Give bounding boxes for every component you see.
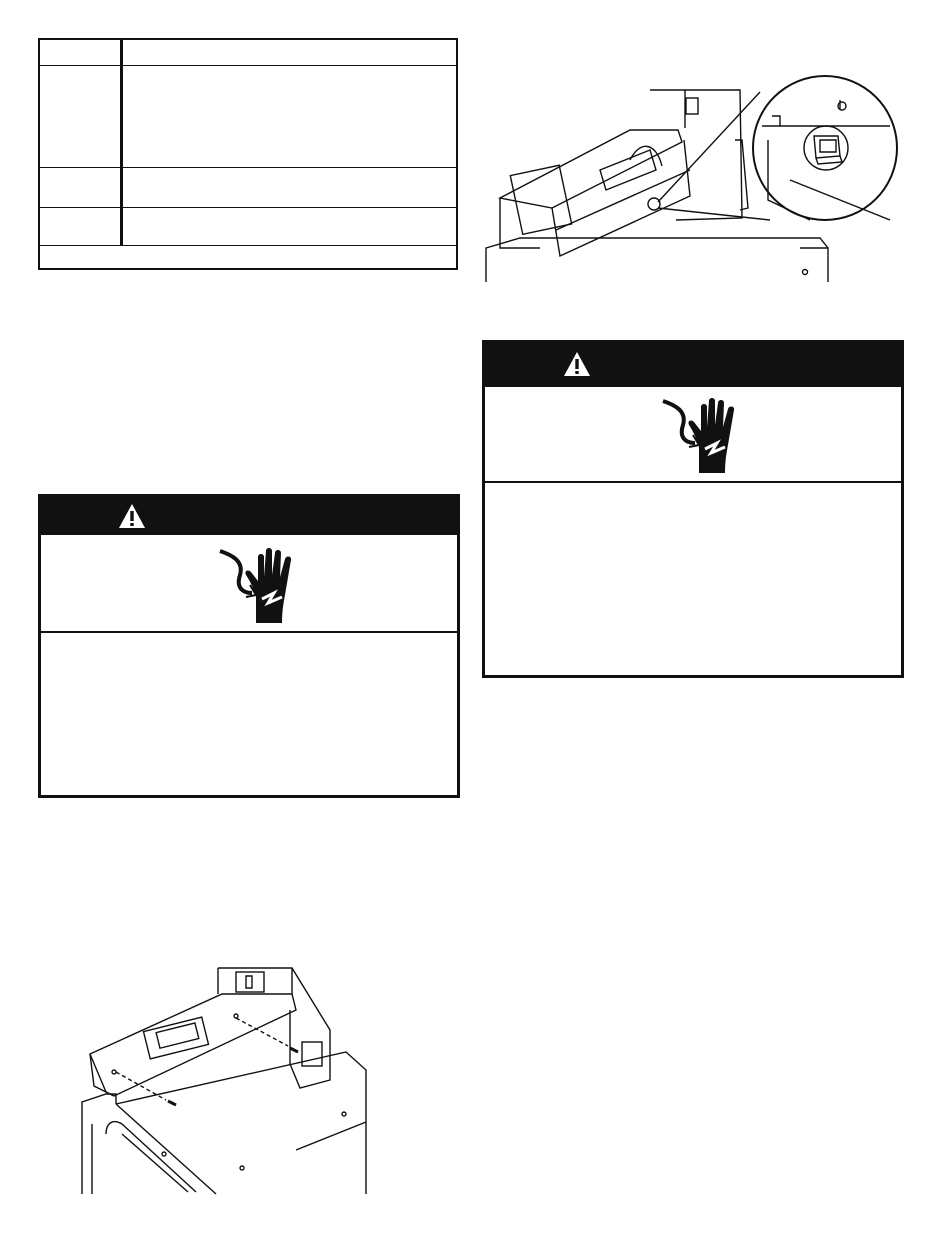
electrical-shock-hand-icon: [206, 545, 296, 625]
warning-triangle-icon: [118, 503, 146, 529]
table-cell-text: [122, 39, 458, 65]
warning-body: [41, 633, 457, 793]
warning-header-bar: [41, 497, 159, 535]
warning-header-bar: [485, 343, 901, 387]
table-cell-label: [39, 167, 122, 207]
table-footer-row: [39, 245, 457, 269]
table-cell-text: [122, 207, 458, 245]
warning-body: [485, 484, 901, 675]
table-cell-label: [39, 65, 122, 167]
table-cell-label: [39, 39, 122, 65]
table-row: [39, 39, 457, 65]
table-row: [39, 207, 457, 245]
warning-triangle-icon: [563, 351, 591, 377]
table-cell-label: [39, 207, 122, 245]
warning-symbol-area: [41, 535, 457, 633]
warning-box-left: [38, 494, 460, 798]
console-mounting-illustration: [76, 954, 376, 1196]
table-footer: [39, 245, 457, 269]
warning-box-right: [482, 340, 904, 678]
table-row: [39, 65, 457, 167]
electrical-shock-hand-icon: [649, 395, 739, 475]
spec-table: [38, 38, 458, 270]
table-cell-text: [122, 167, 458, 207]
warning-symbol-area: [485, 387, 901, 483]
console-open-detail-illustration: [480, 70, 920, 284]
table-cell-text: [122, 65, 458, 167]
warning-header-bar-extension: [159, 497, 457, 535]
table-row: [39, 167, 457, 207]
